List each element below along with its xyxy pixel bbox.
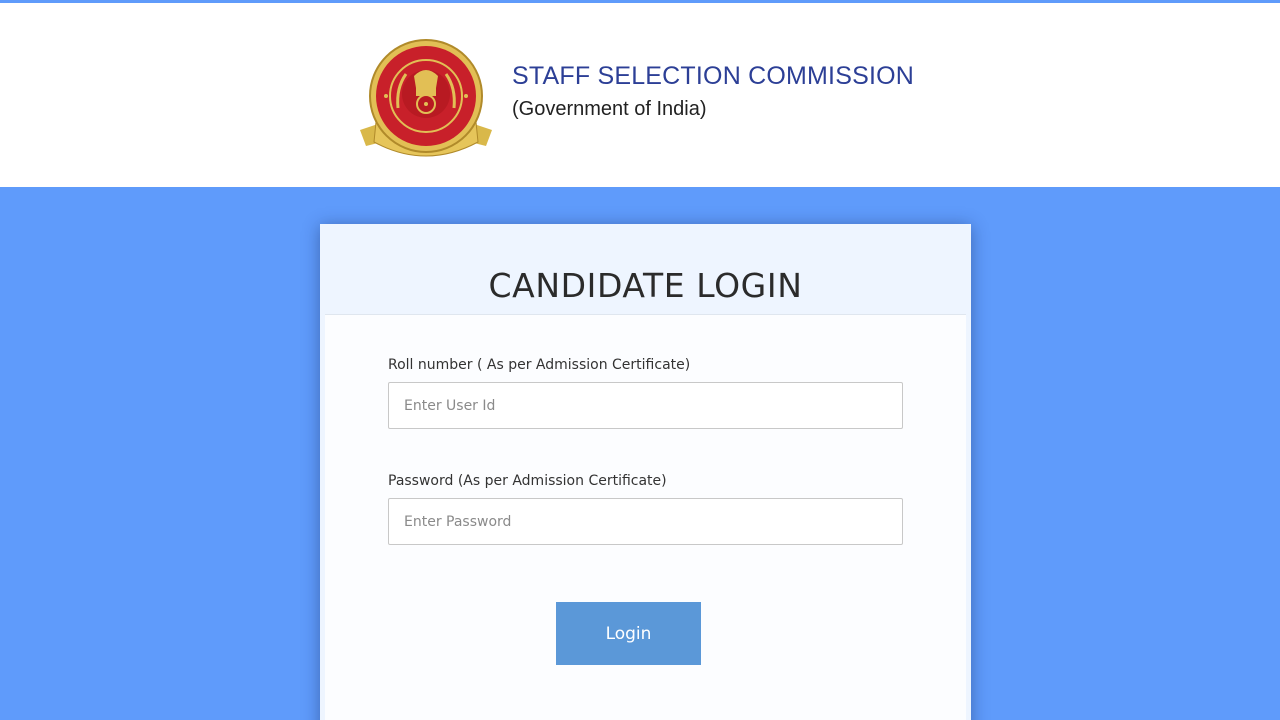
roll-number-label: Roll number ( As per Admission Certificate) xyxy=(388,357,691,373)
login-title: CANDIDATE LOGIN xyxy=(488,266,803,305)
org-subtitle: (Government of India) xyxy=(512,98,707,120)
login-button[interactable]: Login xyxy=(556,602,701,665)
roll-number-input[interactable] xyxy=(388,382,903,429)
org-title: STAFF SELECTION COMMISSION xyxy=(512,62,914,90)
ssc-emblem-icon xyxy=(356,38,496,162)
site-header xyxy=(0,3,1280,187)
password-label: Password (As per Admission Certificate) xyxy=(388,473,667,489)
password-input[interactable] xyxy=(388,498,903,545)
